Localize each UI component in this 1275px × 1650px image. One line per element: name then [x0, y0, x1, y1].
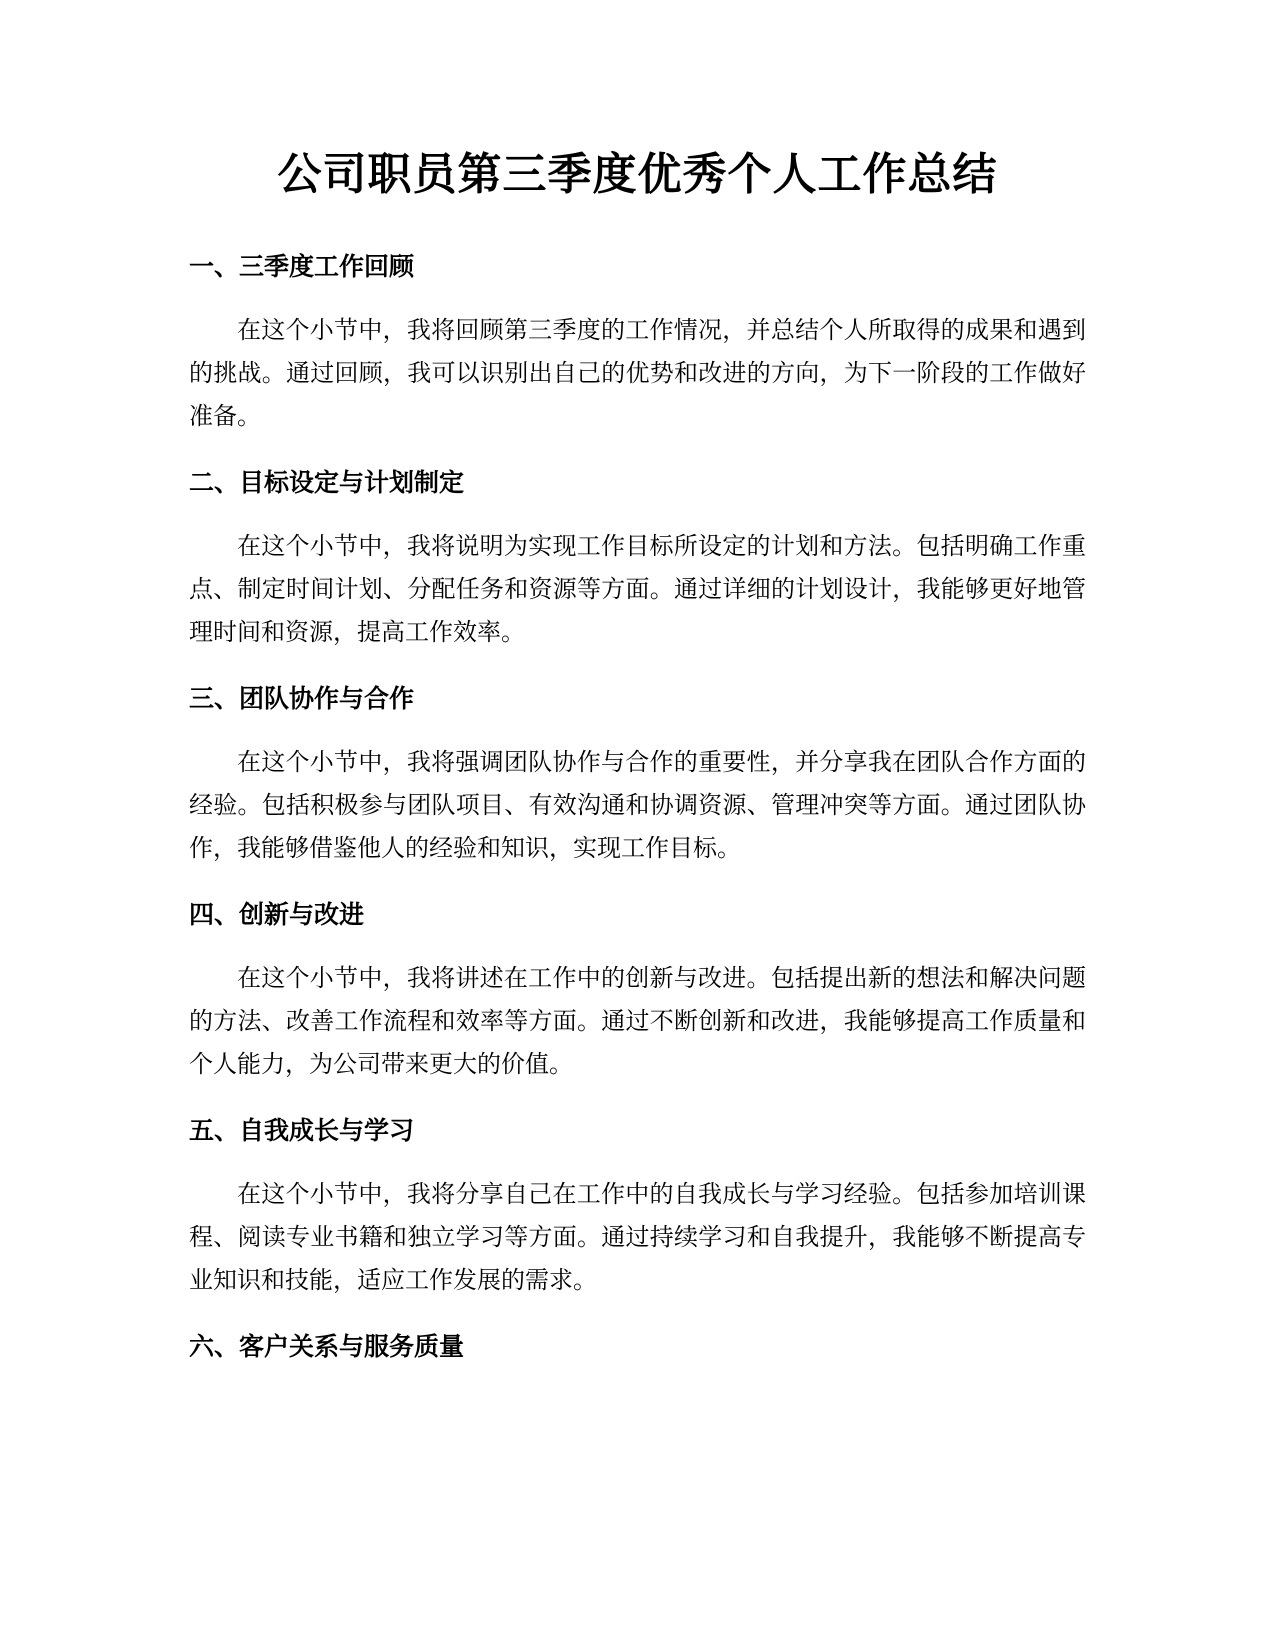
section-heading: 三、团队协作与合作	[189, 684, 415, 713]
section-heading: 四、创新与改进	[189, 900, 365, 929]
section-heading: 六、客户关系与服务质量	[189, 1332, 465, 1361]
section-heading: 二、目标设定与计划制定	[189, 468, 465, 497]
section-paragraph: 在这个小节中，我将回顾第三季度的工作情况，并总结个人所取得的成果和遇到的挑战。通过回顾，我可以识别出自己的优势和改进的方向，为下一阶段的工作做好准备。	[189, 316, 1086, 430]
section-paragraph: 在这个小节中，我将强调团队协作与合作的重要性，并分享我在团队合作方面的经验。包括积极参与团队项目、有效沟通和协调资源、管理冲突等方面。通过团队协作，我能够借鉴他人的经验和知识，实现工作目标。	[189, 748, 1086, 862]
section-paragraph: 在这个小节中，我将讲述在工作中的创新与改进。包括提出新的想法和解决问题的方法、改善工作流程和效率等方面。通过不断创新和改进，我能够提高工作质量和个人能力，为公司带来更大的价值。	[189, 964, 1086, 1078]
document-title: 公司职员第三季度优秀个人工作总结	[277, 149, 998, 200]
section-paragraph: 在这个小节中，我将说明为实现工作目标所设定的计划和方法。包括明确工作重点、制定时间计划、分配任务和资源等方面。通过详细的计划设计，我能够更好地管理时间和资源，提高工作效率。	[189, 532, 1086, 646]
section-heading: 一、三季度工作回顾	[189, 252, 415, 281]
section-heading: 五、自我成长与学习	[189, 1116, 415, 1145]
section-paragraph: 在这个小节中，我将分享自己在工作中的自我成长与学习经验。包括参加培训课程、阅读专业书籍和独立学习等方面。通过持续学习和自我提升，我能够不断提高专业知识和技能，适应工作发展的需求。	[189, 1180, 1086, 1294]
